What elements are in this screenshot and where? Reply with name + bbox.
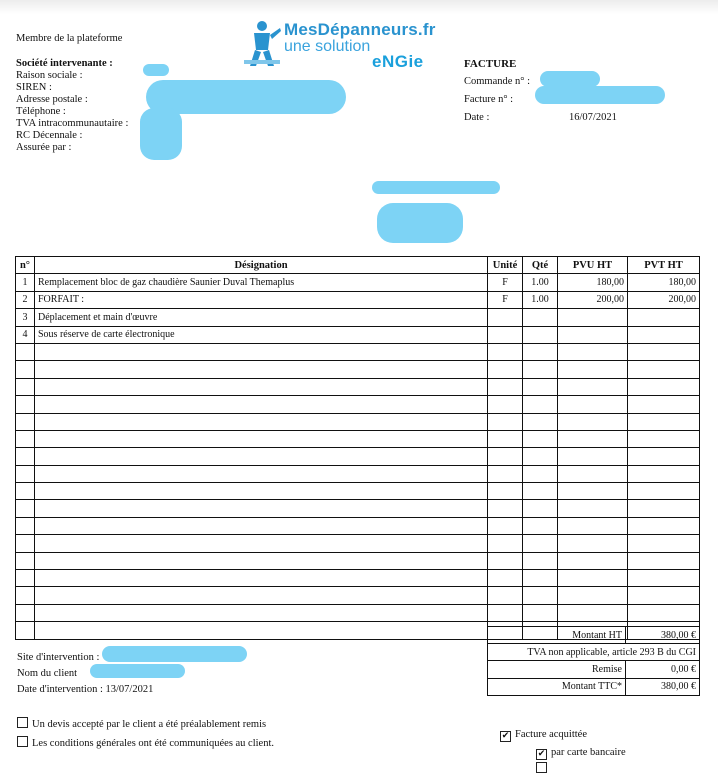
table-row bbox=[16, 413, 700, 430]
header-designation: Désignation bbox=[35, 257, 488, 274]
montant-ht-label: Montant HT bbox=[488, 627, 626, 644]
cell-unite bbox=[488, 587, 523, 604]
cell-designation bbox=[35, 622, 488, 639]
cell-designation: FORFAIT : bbox=[35, 291, 488, 308]
cell-qte bbox=[523, 465, 558, 482]
conditions-checkbox-row[interactable] bbox=[17, 736, 274, 749]
table-row bbox=[16, 291, 700, 308]
table-row bbox=[16, 309, 700, 326]
cell-pvu bbox=[558, 378, 628, 395]
cell-n: 2 bbox=[16, 291, 35, 308]
partial-checkbox[interactable] bbox=[536, 762, 547, 773]
cell-unite bbox=[488, 517, 523, 534]
cell-designation bbox=[35, 343, 488, 360]
cell-n bbox=[16, 552, 35, 569]
company-heading: Société intervenante : bbox=[16, 58, 113, 69]
cell-pvu bbox=[558, 309, 628, 326]
table-row bbox=[16, 535, 700, 552]
mesdepanneurs-logo bbox=[242, 16, 447, 74]
table-row bbox=[16, 483, 700, 500]
cell-pvu bbox=[558, 413, 628, 430]
cell-pvu bbox=[558, 430, 628, 447]
cell-unite bbox=[488, 413, 523, 430]
cell-qte: 1.00 bbox=[523, 291, 558, 308]
date-label: Date : bbox=[464, 112, 490, 123]
total-ttc-row bbox=[488, 678, 700, 695]
cell-unite bbox=[488, 604, 523, 621]
cell-n bbox=[16, 343, 35, 360]
conditions-checkbox[interactable] bbox=[17, 736, 28, 747]
table-row bbox=[16, 378, 700, 395]
total-ht-row bbox=[488, 627, 700, 644]
cell-n bbox=[16, 500, 35, 517]
cell-pvt bbox=[628, 378, 700, 395]
table-row bbox=[16, 396, 700, 413]
redaction bbox=[146, 80, 346, 114]
cell-designation bbox=[35, 517, 488, 534]
cell-designation bbox=[35, 535, 488, 552]
company-field-raison: Raison sociale : bbox=[16, 70, 83, 81]
redaction bbox=[102, 646, 247, 662]
cell-n bbox=[16, 413, 35, 430]
cell-qte: 1.00 bbox=[523, 274, 558, 291]
company-field-assuree: Assurée par : bbox=[16, 142, 72, 153]
logo-tagline: une solution bbox=[284, 38, 371, 55]
cell-designation bbox=[35, 413, 488, 430]
cell-n bbox=[16, 622, 35, 639]
montant-ht-value: 380,00 € bbox=[626, 627, 700, 644]
devis-label: Un devis accepté par le client a été préalablement remis bbox=[32, 719, 267, 730]
company-field-adresse: Adresse postale : bbox=[16, 94, 88, 105]
cell-designation bbox=[35, 500, 488, 517]
table-row bbox=[16, 500, 700, 517]
cell-pvu bbox=[558, 465, 628, 482]
cell-pvt bbox=[628, 535, 700, 552]
cell-pvu bbox=[558, 604, 628, 621]
header-n: n° bbox=[16, 257, 35, 274]
header-pvt: PVT HT bbox=[628, 257, 700, 274]
cell-qte bbox=[523, 361, 558, 378]
intervention-date-label bbox=[17, 684, 153, 695]
cell-designation bbox=[35, 604, 488, 621]
cell-designation bbox=[35, 378, 488, 395]
cell-pvt bbox=[628, 326, 700, 343]
cell-n bbox=[16, 604, 35, 621]
carte-checkbox-row[interactable] bbox=[536, 747, 626, 760]
cell-n bbox=[16, 535, 35, 552]
table-row bbox=[16, 430, 700, 447]
tva-row bbox=[488, 644, 700, 661]
cell-qte bbox=[523, 587, 558, 604]
cell-pvu bbox=[558, 448, 628, 465]
cell-pvt bbox=[628, 570, 700, 587]
cell-qte bbox=[523, 309, 558, 326]
cell-pvt bbox=[628, 465, 700, 482]
cell-pvt: 180,00 bbox=[628, 274, 700, 291]
cell-n bbox=[16, 430, 35, 447]
cell-unite bbox=[488, 430, 523, 447]
cell-unite bbox=[488, 361, 523, 378]
cell-pvt bbox=[628, 343, 700, 360]
cell-pvt bbox=[628, 413, 700, 430]
cell-n bbox=[16, 587, 35, 604]
redaction bbox=[377, 203, 463, 243]
cell-qte bbox=[523, 430, 558, 447]
cell-qte bbox=[523, 500, 558, 517]
cell-n bbox=[16, 396, 35, 413]
cell-unite bbox=[488, 396, 523, 413]
cell-n: 1 bbox=[16, 274, 35, 291]
cell-pvt bbox=[628, 483, 700, 500]
header-qte: Qté bbox=[523, 257, 558, 274]
carte-label: par carte bancaire bbox=[551, 747, 626, 758]
logo-brand-text: MesDépanneurs.fr bbox=[284, 20, 436, 39]
tva-label: TVA non applicable, article 293 B du CGI bbox=[488, 644, 700, 661]
cell-pvu bbox=[558, 570, 628, 587]
invoice-lines-table bbox=[15, 256, 700, 640]
redaction bbox=[540, 71, 600, 87]
acquittee-label: Facture acquittée bbox=[515, 729, 588, 740]
cell-n bbox=[16, 517, 35, 534]
cell-designation bbox=[35, 448, 488, 465]
redaction bbox=[140, 108, 182, 160]
cell-pvt bbox=[628, 430, 700, 447]
commande-label: Commande n° : bbox=[464, 76, 531, 87]
cell-designation bbox=[35, 396, 488, 413]
company-field-tva: TVA intracommunautaire : bbox=[16, 118, 129, 129]
company-field-siren: SIREN : bbox=[16, 82, 52, 93]
cell-designation bbox=[35, 570, 488, 587]
cell-n bbox=[16, 361, 35, 378]
cell-pvt bbox=[628, 552, 700, 569]
cell-qte bbox=[523, 483, 558, 500]
cell-pvu bbox=[558, 500, 628, 517]
cell-qte bbox=[523, 343, 558, 360]
cell-qte bbox=[523, 448, 558, 465]
header-pvu: PVU HT bbox=[558, 257, 628, 274]
totals-table bbox=[487, 626, 700, 696]
cell-designation bbox=[35, 430, 488, 447]
cell-pvu bbox=[558, 552, 628, 569]
montant-ttc-value: 380,00 € bbox=[626, 678, 700, 695]
cell-unite bbox=[488, 378, 523, 395]
cell-pvt bbox=[628, 309, 700, 326]
cell-qte bbox=[523, 378, 558, 395]
cell-qte bbox=[523, 413, 558, 430]
cell-n bbox=[16, 465, 35, 482]
redaction bbox=[535, 86, 665, 104]
cell-unite bbox=[488, 465, 523, 482]
table-row bbox=[16, 361, 700, 378]
cell-qte bbox=[523, 517, 558, 534]
cell-pvu: 180,00 bbox=[558, 274, 628, 291]
cell-n bbox=[16, 378, 35, 395]
redaction bbox=[372, 181, 500, 194]
cell-pvt bbox=[628, 396, 700, 413]
cell-qte bbox=[523, 604, 558, 621]
client-label: Nom du client bbox=[17, 668, 78, 679]
remise-row bbox=[488, 661, 700, 678]
devis-checkbox-row[interactable] bbox=[17, 717, 266, 730]
cell-pvt bbox=[628, 604, 700, 621]
cell-qte bbox=[523, 326, 558, 343]
table-row bbox=[16, 274, 700, 291]
table-row bbox=[16, 343, 700, 360]
table-row bbox=[16, 604, 700, 621]
cell-unite: F bbox=[488, 291, 523, 308]
table-row bbox=[16, 587, 700, 604]
redaction bbox=[90, 664, 185, 678]
company-field-rc: RC Décennale : bbox=[16, 130, 83, 141]
cell-pvt bbox=[628, 361, 700, 378]
cut-checkbox bbox=[536, 762, 551, 775]
cell-pvt: 200,00 bbox=[628, 291, 700, 308]
cell-qte bbox=[523, 396, 558, 413]
cell-designation: Remplacement bloc de gaz chaudière Saunier Duval Themaplus bbox=[35, 274, 488, 291]
cell-designation bbox=[35, 483, 488, 500]
cell-designation bbox=[35, 587, 488, 604]
cell-designation: Sous réserve de carte électronique bbox=[35, 326, 488, 343]
invoice-date: 16/07/2021 bbox=[569, 112, 617, 123]
acquittee-checkbox[interactable]: ✔ bbox=[501, 731, 510, 741]
cell-pvu bbox=[558, 361, 628, 378]
cell-qte bbox=[523, 535, 558, 552]
cell-pvu bbox=[558, 326, 628, 343]
cell-unite: F bbox=[488, 274, 523, 291]
cell-unite bbox=[488, 570, 523, 587]
table-header-row bbox=[16, 257, 700, 274]
table-row bbox=[16, 552, 700, 569]
table-row bbox=[16, 326, 700, 343]
remise-value: 0,00 € bbox=[626, 661, 700, 678]
conditions-label: Les conditions générales ont été communiquées au client. bbox=[32, 738, 275, 749]
cell-pvu: 200,00 bbox=[558, 291, 628, 308]
table-row bbox=[16, 465, 700, 482]
table-row bbox=[16, 570, 700, 587]
cell-unite bbox=[488, 500, 523, 517]
cell-designation bbox=[35, 361, 488, 378]
cell-pvt bbox=[628, 500, 700, 517]
cell-pvu bbox=[558, 396, 628, 413]
cell-unite bbox=[488, 483, 523, 500]
invoice-title: FACTURE bbox=[464, 58, 517, 70]
cell-unite bbox=[488, 309, 523, 326]
montant-ttc-label: Montant TTC* bbox=[488, 678, 626, 695]
member-label: Membre de la plateforme bbox=[16, 33, 123, 44]
company-field-telephone: Téléphone : bbox=[16, 106, 66, 117]
cell-pvt bbox=[628, 448, 700, 465]
site-label: Site d'intervention : bbox=[17, 652, 100, 663]
devis-checkbox[interactable] bbox=[17, 717, 28, 728]
table-row bbox=[16, 448, 700, 465]
cell-designation bbox=[35, 552, 488, 569]
cell-pvu bbox=[558, 517, 628, 534]
company-block bbox=[16, 58, 128, 154]
cell-pvt bbox=[628, 517, 700, 534]
cell-unite bbox=[488, 448, 523, 465]
cell-designation: Déplacement et main d'œuvre bbox=[35, 309, 488, 326]
cell-pvt bbox=[628, 587, 700, 604]
remise-label: Remise bbox=[488, 661, 626, 678]
cell-qte bbox=[523, 570, 558, 587]
cell-pvu bbox=[558, 483, 628, 500]
cell-n bbox=[16, 448, 35, 465]
cell-n: 3 bbox=[16, 309, 35, 326]
header-unite: Unité bbox=[488, 257, 523, 274]
page-top-shadow bbox=[0, 0, 718, 14]
cell-unite bbox=[488, 535, 523, 552]
facture-label: Facture n° : bbox=[464, 94, 514, 105]
cell-n bbox=[16, 570, 35, 587]
cell-n bbox=[16, 483, 35, 500]
carte-checkbox[interactable]: ✔ bbox=[537, 749, 546, 759]
cell-qte bbox=[523, 552, 558, 569]
cell-pvu bbox=[558, 343, 628, 360]
cell-unite bbox=[488, 326, 523, 343]
cell-pvu bbox=[558, 535, 628, 552]
cell-pvu bbox=[558, 587, 628, 604]
cell-unite bbox=[488, 343, 523, 360]
table-row bbox=[16, 517, 700, 534]
cell-unite bbox=[488, 552, 523, 569]
intervention-date-value: 13/07/2021 bbox=[105, 684, 154, 695]
cell-designation bbox=[35, 465, 488, 482]
logo-engie: eNGie bbox=[372, 52, 424, 71]
repairman-icon bbox=[242, 20, 282, 68]
acquittee-checkbox-row[interactable] bbox=[500, 729, 587, 742]
cell-n: 4 bbox=[16, 326, 35, 343]
intervention-date-text: Date d'intervention : bbox=[17, 684, 103, 695]
redaction bbox=[143, 64, 169, 76]
